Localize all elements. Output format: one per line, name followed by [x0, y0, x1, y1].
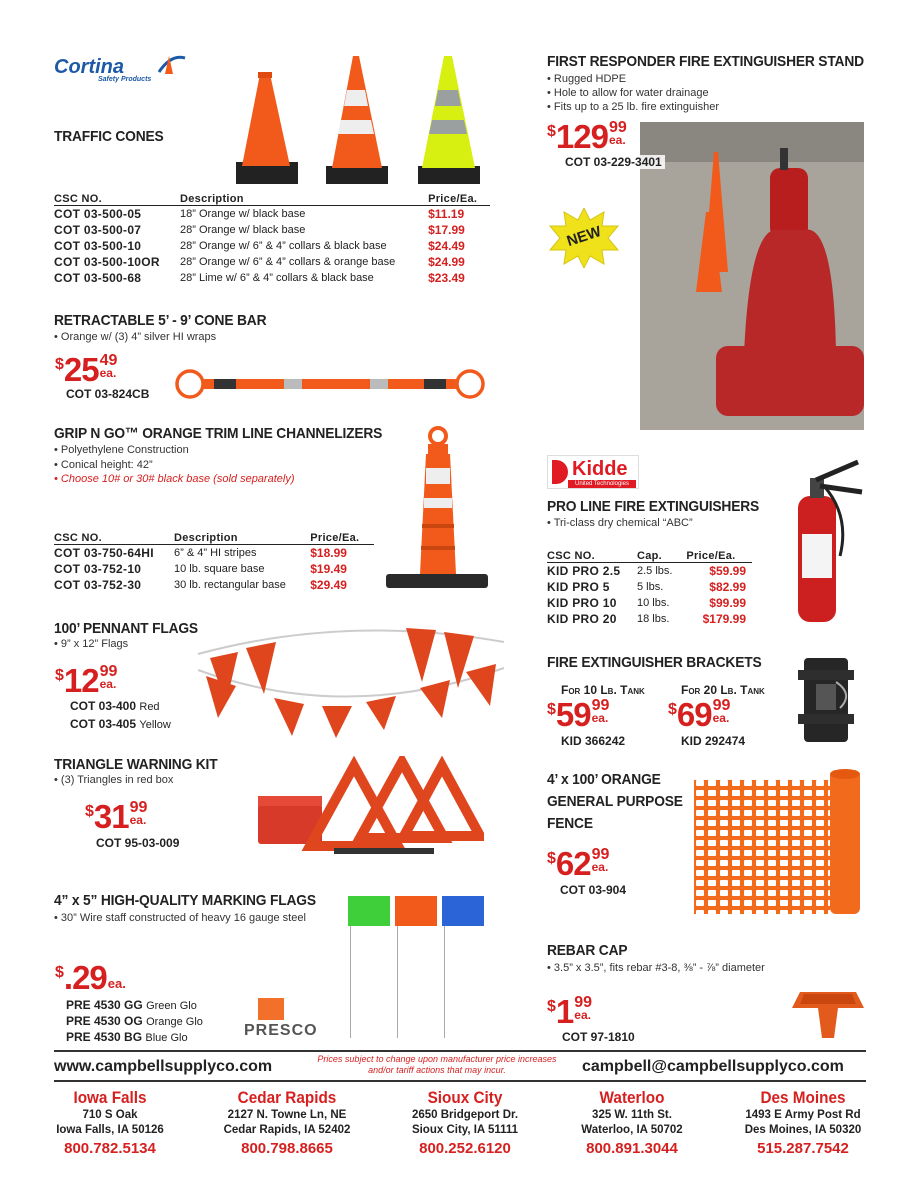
cortina-logo	[52, 52, 187, 88]
rebar-bullet: • 3.5” x 3.5”, fits rebar #3-8, ⅜” - ⅞” diameter	[547, 962, 765, 974]
location-address-1: 2650 Bridgeport Dr.	[411, 1109, 519, 1121]
marking-flags-title: 4” x 5” HIGH-QUALITY MARKING FLAGS	[54, 892, 316, 909]
location-phone[interactable]: 800.252.6120	[419, 1140, 511, 1157]
footer-divider-bottom	[54, 1080, 866, 1082]
col-description: Description	[180, 193, 428, 206]
col-csc: CSC NO.	[54, 532, 174, 545]
location-address-2: Sioux City, IA 51111	[411, 1124, 519, 1136]
blue-flag	[442, 896, 484, 926]
table-row	[54, 577, 374, 593]
description: 18” Orange w/ black base	[180, 208, 306, 220]
pennant-sku-red: COT 03-400 Red	[70, 699, 160, 713]
location-cedar-rapids	[202, 1088, 372, 1157]
rebar-price: $ 1 99 ea.	[547, 993, 593, 1030]
price: $24.49	[428, 239, 465, 253]
location-city: Waterloo	[599, 1088, 665, 1107]
rebar-sku: COT 97-1810	[562, 1030, 635, 1044]
location-sioux-city	[380, 1088, 550, 1157]
cone-bar-image	[174, 368, 486, 400]
flag-staff	[350, 926, 351, 1038]
csc-no: KID PRO 2.5	[547, 564, 621, 578]
location-address-1: 325 W. 11th St.	[592, 1109, 672, 1121]
location-des-moines	[718, 1088, 888, 1157]
footer-website[interactable]: www.campbellsupplyco.com	[54, 1058, 273, 1075]
price: $18.99	[310, 546, 347, 560]
price: $17.99	[428, 223, 465, 237]
location-address-1: 710 S Oak	[82, 1109, 138, 1121]
orange-flag	[395, 896, 437, 926]
rebar-title: REBAR CAP	[547, 942, 628, 959]
fire-stand-photo	[640, 122, 864, 430]
bracket-10-label: For 10 Lb. Tank	[561, 683, 645, 697]
triangle-bullet: • (3) Triangles in red box	[54, 774, 174, 786]
channelizers-bullet-2: • Conical height: 42”	[54, 459, 153, 471]
col-csc: CSC NO.	[54, 193, 180, 206]
pennant-flags-image	[196, 614, 506, 738]
location-phone[interactable]: 515.287.7542	[757, 1140, 849, 1157]
green-flag	[348, 896, 390, 926]
description: 28” Orange w/ black base	[180, 224, 306, 236]
table-row	[54, 545, 374, 562]
price: $23.49	[428, 271, 465, 285]
triangle-sku: COT 95-03-009	[96, 836, 180, 850]
flag-staff	[397, 926, 398, 1038]
description: 30 lb. rectangular base	[174, 579, 286, 591]
extinguishers-table	[547, 550, 752, 627]
pennant-title: 100’ PENNANT FLAGS	[54, 620, 198, 637]
presco-text: PRESCO	[244, 1022, 318, 1039]
presco-logo	[244, 998, 328, 1042]
csc-no: COT 03-752-10	[54, 562, 142, 576]
bracket-10-sku: KID 366242	[561, 734, 626, 748]
channelizers-bullet-1: • Polyethylene Construction	[54, 444, 189, 456]
extinguishers-title: PRO LINE FIRE EXTINGUISHERS	[547, 498, 760, 515]
triangle-kit-image	[254, 756, 484, 868]
csc-no: COT 03-752-30	[54, 578, 142, 592]
location-address-2: Des Moines, IA 50320	[744, 1124, 862, 1136]
fence-title-2: GENERAL PURPOSE	[547, 793, 683, 810]
table-row	[54, 222, 490, 238]
marking-flags-price: $ .29 ea.	[55, 959, 126, 996]
col-price: Price/Ea.	[310, 532, 374, 545]
fire-stand-bullet-3: • Fits up to a 25 lb. fire extinguisher	[547, 101, 719, 113]
channelizer-image	[384, 424, 490, 594]
cone-bar-title: RETRACTABLE 5’ - 9’ CONE BAR	[54, 312, 267, 329]
description: 10 lb. square base	[174, 563, 265, 575]
location-iowa-falls	[25, 1088, 195, 1157]
bracket-20-sku: KID 292474	[681, 734, 746, 748]
location-address-2: Waterloo, IA 50702	[581, 1124, 683, 1136]
csc-no: KID PRO 10	[547, 596, 617, 610]
table-row	[54, 561, 374, 577]
price: $19.49	[310, 562, 347, 576]
flag-staff	[444, 926, 445, 1038]
col-price: Price/Ea.	[686, 550, 752, 563]
table-row	[54, 254, 490, 270]
col-price: Price/Ea.	[428, 193, 490, 206]
csc-no: KID PRO 5	[547, 580, 610, 594]
location-city: Iowa Falls	[73, 1088, 147, 1107]
location-city: Sioux City	[427, 1088, 503, 1107]
kidde-swoosh-icon	[552, 460, 568, 484]
csc-no: COT 03-500-10OR	[54, 255, 160, 269]
col-csc: CSC NO.	[547, 550, 637, 563]
fence-sku: COT 03-904	[560, 883, 627, 897]
location-phone[interactable]: 800.891.3044	[586, 1140, 678, 1157]
pennant-bullet: • 9” x 12” Flags	[54, 638, 129, 650]
marking-flags-sku-orange: PRE 4530 OG Orange Glo	[66, 1014, 203, 1028]
description: 28” Lime w/ 6” & 4” collars & black base	[180, 272, 374, 284]
marking-flags-bullet: • 30” Wire staff constructed of heavy 16 gauge steel	[54, 912, 306, 924]
capacity: 5 lbs.	[637, 581, 664, 593]
kidde-logo-text: Kidde	[572, 458, 628, 480]
csc-no: COT 03-500-07	[54, 223, 142, 237]
fire-extinguisher-image	[790, 456, 866, 626]
col-description: Description	[174, 532, 310, 545]
location-city: Cedar Rapids	[237, 1088, 337, 1107]
bracket-image	[796, 654, 856, 746]
description: 28” Orange w/ 6” & 4” collars & orange base	[180, 256, 396, 268]
table-row	[547, 563, 752, 580]
table-row	[54, 270, 490, 286]
fence-price: $ 62 99 ea.	[547, 845, 610, 882]
location-address-2: Cedar Rapids, IA 52402	[223, 1124, 351, 1136]
footer-divider-top	[54, 1050, 866, 1052]
location-phone[interactable]: 800.782.5134	[64, 1140, 156, 1157]
table-row	[547, 579, 752, 595]
description: 6” & 4” HI stripes	[174, 547, 257, 559]
price: $99.99	[709, 596, 746, 610]
pennant-sku-yellow: COT 03-405 Yellow	[70, 717, 171, 731]
col-capacity: Cap.	[637, 550, 686, 563]
channelizers-note: • Choose 10# or 30# black base (sold separately)	[54, 473, 295, 485]
footer-email[interactable]: campbell@campbellsupplyco.com	[582, 1058, 844, 1075]
cone-logo-icon	[155, 52, 187, 80]
cone-bar-bullet: • Orange w/ (3) 4” silver HI wraps	[54, 331, 217, 343]
price: $179.99	[702, 612, 746, 626]
location-phone[interactable]: 800.798.8665	[241, 1140, 333, 1157]
csc-no: COT 03-500-05	[54, 207, 142, 221]
fire-stand-sku: COT 03-229-3401	[562, 155, 665, 169]
brackets-title: FIRE EXTINGUISHER BRACKETS	[547, 654, 762, 671]
triangle-price: $ 31 99 ea.	[85, 798, 148, 835]
location-address-1: 1493 E Army Post Rd	[745, 1109, 861, 1121]
marking-flags-sku-green: PRE 4530 GG Green Glo	[66, 998, 197, 1012]
fire-stand-title: FIRST RESPONDER FIRE EXTINGUISHER STAND	[547, 53, 864, 70]
price: $24.99	[428, 255, 465, 269]
channelizers-title: GRIP N GO™ ORANGE TRIM LINE CHANNELIZERS	[54, 425, 383, 442]
cortina-logo-text: Cortina	[54, 56, 124, 78]
fence-image	[694, 768, 864, 916]
fire-stand-bullet-1: • Rugged HDPE	[547, 73, 627, 85]
location-city: Des Moines	[760, 1088, 846, 1107]
capacity: 2.5 lbs.	[637, 565, 673, 577]
cone-bar-price: $ 25 49 ea.	[55, 351, 118, 388]
table-row	[547, 595, 752, 611]
location-address-2: Iowa Falls, IA 50126	[56, 1124, 164, 1136]
kidde-logo-sub: United Technologies	[568, 480, 636, 488]
new-badge-text: NEW	[564, 223, 604, 250]
fire-stand-price: $ 129 99 ea.	[547, 121, 631, 153]
location-address-1: 2127 N. Towne Ln, NE	[227, 1109, 347, 1121]
rebar-cap-image	[790, 978, 866, 1044]
capacity: 10 lbs.	[637, 597, 670, 609]
extinguishers-bullet: • Tri-class dry chemical “ABC”	[547, 517, 693, 529]
fence-title-3: FENCE	[547, 815, 593, 832]
bracket-10-price: $ 59 99 ea.	[547, 696, 610, 733]
table-row	[54, 206, 490, 223]
csc-no: COT 03-500-10	[54, 239, 142, 253]
csc-no: COT 03-500-68	[54, 271, 142, 285]
location-waterloo	[547, 1088, 717, 1157]
traffic-cones-table	[54, 193, 490, 286]
description: 28” Orange w/ 6” & 4” collars & black base	[180, 240, 387, 252]
price: $82.99	[709, 580, 746, 594]
new-badge	[548, 208, 620, 268]
price: $11.19	[428, 207, 465, 221]
channelizers-table	[54, 532, 374, 593]
table-row	[54, 238, 490, 254]
fire-stand-bullet-2: • Hole to allow for water drainage	[547, 87, 709, 99]
traffic-cones-image	[232, 50, 492, 190]
csc-no: COT 03-750-64HI	[54, 546, 154, 560]
csc-no: KID PRO 20	[547, 612, 617, 626]
price: $29.49	[310, 578, 347, 592]
footer-disclaimer: Prices subject to change upon manufacturer price increases and/or tariff actions that may incur.	[317, 1054, 557, 1075]
kidde-logo	[547, 455, 639, 489]
cone-bar-sku: COT 03-824CB	[66, 387, 150, 401]
fence-title-1: 4’ x 100’ ORANGE	[547, 771, 661, 788]
table-row	[547, 611, 752, 627]
cortina-logo-sub: Safety Products	[98, 76, 152, 83]
marking-flags-sku-blue: PRE 4530 BG Blue Glo	[66, 1030, 188, 1044]
bracket-20-label: For 20 Lb. Tank	[681, 683, 765, 697]
price: $59.99	[709, 564, 746, 578]
capacity: 18 lbs.	[637, 613, 670, 625]
triangle-title: TRIANGLE WARNING KIT	[54, 756, 218, 773]
presco-mark-icon	[258, 998, 284, 1020]
traffic-cones-title: TRAFFIC CONES	[54, 128, 164, 145]
pennant-price: $ 12 99 ea.	[55, 662, 118, 699]
bracket-20-price: $ 69 99 ea.	[668, 696, 731, 733]
